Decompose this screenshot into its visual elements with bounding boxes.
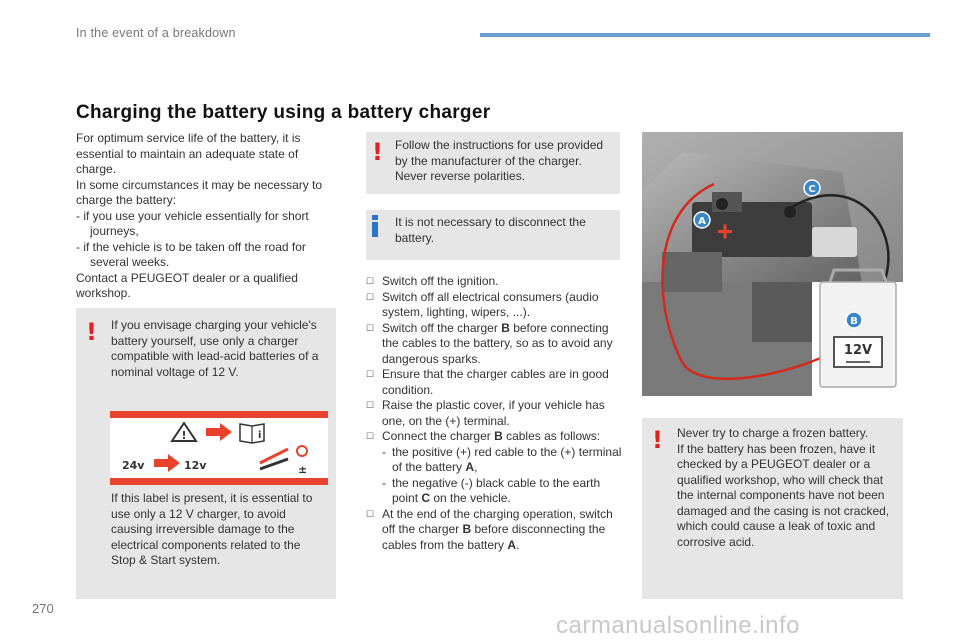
svg-text:±: ± [298, 463, 308, 476]
info-icon [371, 215, 379, 237]
sub-list-item: - the negative (-) black cable to the earth point C on the vehicle. [382, 475, 601, 505]
warning-text: Never try to charge a frozen battery. If the battery has been frozen, have it checked by a PEUGEOT dealer or a qualified workshop, who will check that the internal components have not been damaged and the casing is not cracked, which could cause a leak of toxic and corrosive acid. [677, 426, 890, 549]
checkbox-icon: ☐ [366, 322, 375, 333]
svg-text:!: ! [181, 429, 187, 442]
list-item: ☐ At the end of the charging operation, switch off the charger B before disconnecting the cables from the battery A. [366, 506, 613, 552]
list-item: - if the vehicle is to be taken off the road for several weeks. [76, 239, 306, 269]
label-12v: 12v [184, 459, 207, 472]
list-item: ☐ Ensure that the charger cables are in good condition. [366, 367, 609, 397]
sub-list-item: - the positive (+) red cable to the (+) terminal of the battery A, [382, 444, 622, 474]
charger-12v-label: 12V [843, 343, 873, 358]
label-24v: 24v [122, 459, 145, 472]
page-title: Charging the battery using a battery charger [76, 102, 491, 123]
checkbox-icon: ☐ [366, 291, 375, 302]
checkbox-icon: ☐ [366, 276, 375, 286]
intro-paragraph: Contact a PEUGEOT dealer or a qualified workshop. [76, 270, 298, 300]
marker-a [694, 212, 710, 228]
exclamation-icon: ! [652, 426, 663, 454]
stop-start-label-image [110, 411, 328, 485]
list-item: ☐ Raise the plastic cover, if your vehicle has one, on the (+) terminal. [366, 398, 605, 428]
label-caption: If this label is present, it is essential to use only a 12 V charger, to avoid causing irreversible damage to the electrical components related to the Stop & Start system. [111, 491, 313, 567]
charger-device [820, 270, 896, 387]
watermark: carmanualsonline.info [556, 612, 800, 639]
intro-paragraph: For optimum service life of the battery, it is essential to maintain an adequate state of charge. [76, 131, 301, 176]
engine-bay-photo [642, 132, 903, 396]
info-text: It is not necessary to disconnect the battery. [395, 215, 586, 245]
page-number: 270 [32, 601, 54, 616]
list-item: ☐ Switch off all electrical consumers (audio system, lighting, wipers, ...). [366, 289, 599, 319]
checkbox-icon: ☐ [366, 508, 375, 519]
header-accent-bar [480, 33, 930, 37]
svg-text:B: B [850, 316, 858, 327]
svg-text:C: C [808, 184, 816, 195]
marker-b [846, 312, 862, 328]
list-item: ☐ Switch off the ignition. [366, 274, 499, 288]
intro-paragraph: In some circumstances it may be necessary to charge the battery: [76, 177, 323, 207]
section-title: In the event of a breakdown [76, 26, 236, 40]
warning-text: If you envisage charging your vehicle's battery yourself, use only a charger compatible with lead-acid batteries of a nominal voltage of 12 V. [111, 318, 319, 379]
intro-text [76, 131, 334, 302]
procedure-steps [366, 274, 622, 553]
checkbox-icon: ☐ [366, 369, 375, 379]
checkbox-icon: ☐ [366, 400, 375, 410]
marker-c [804, 180, 820, 196]
warning-text: Follow the instructions for use provided by the manufacturer of the charger. Never reverse polarities. [395, 138, 604, 183]
exclamation-icon: ! [372, 138, 383, 166]
svg-text:A: A [698, 216, 706, 227]
list-item: - if you use your vehicle essentially for short journeys, [76, 208, 309, 238]
exclamation-icon: ! [86, 318, 97, 346]
list-item: ☐ Switch off the charger B before connecting the cables to the battery, so as to avoid any dangerous sparks. [366, 320, 613, 366]
svg-text:i: i [258, 430, 262, 441]
checkbox-icon: ☐ [366, 431, 375, 441]
list-item: ☐ Connect the charger B cables as follows: [366, 429, 601, 443]
